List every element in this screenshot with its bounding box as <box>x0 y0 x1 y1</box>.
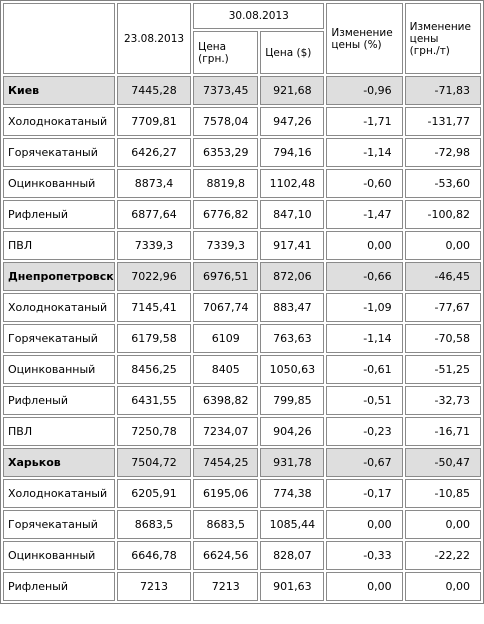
change-pct-cell: -0,60 <box>326 169 402 198</box>
price-prev-cell: 8456,25 <box>117 355 191 384</box>
header-price-uah <box>193 31 258 74</box>
header-change-uah-line1: Изменение <box>409 20 471 33</box>
product-row <box>3 324 481 353</box>
change-uah-cell: 0,00 <box>405 572 481 601</box>
price-usd-cell: 921,68 <box>260 76 324 105</box>
price-prev-cell: 7250,78 <box>117 417 191 446</box>
price-prev-cell: 7022,96 <box>117 262 191 291</box>
price-usd-cell: 917,41 <box>260 231 324 260</box>
price-uah-cell: 7339,3 <box>193 231 258 260</box>
header-change-pct <box>326 3 402 74</box>
price-prev-cell: 7213 <box>117 572 191 601</box>
price-usd-cell: 828,07 <box>260 541 324 570</box>
price-uah-cell: 7373,45 <box>193 76 258 105</box>
header-change-pct-line1: Изменение <box>331 26 393 39</box>
change-pct-cell: -0,66 <box>326 262 402 291</box>
product-row <box>3 231 481 260</box>
change-pct-cell: -0,17 <box>326 479 402 508</box>
row-name-cell: Днепропетровск <box>3 262 115 291</box>
price-uah-cell: 7578,04 <box>193 107 258 136</box>
product-row <box>3 541 481 570</box>
price-prev-cell: 7145,41 <box>117 293 191 322</box>
row-name-cell: Оцинкованный <box>3 355 115 384</box>
change-uah-cell: -50,47 <box>405 448 481 477</box>
row-name-cell: Киев <box>3 76 115 105</box>
price-uah-cell: 8683,5 <box>193 510 258 539</box>
row-name-cell: Холоднокатаный <box>3 479 115 508</box>
price-usd-cell: 947,26 <box>260 107 324 136</box>
change-uah-cell: -46,45 <box>405 262 481 291</box>
price-usd-cell: 931,78 <box>260 448 324 477</box>
price-prev-cell: 8683,5 <box>117 510 191 539</box>
product-row <box>3 479 481 508</box>
region-row <box>3 448 481 477</box>
product-row <box>3 200 481 229</box>
price-uah-cell: 7213 <box>193 572 258 601</box>
change-uah-cell: -22,22 <box>405 541 481 570</box>
change-pct-cell: -1,09 <box>326 293 402 322</box>
row-name-cell: Холоднокатаный <box>3 293 115 322</box>
header-price-usd: Цена ($) <box>260 31 324 74</box>
change-pct-cell: -0,67 <box>326 448 402 477</box>
price-usd-cell: 1102,48 <box>260 169 324 198</box>
change-uah-cell: -72,98 <box>405 138 481 167</box>
change-uah-cell: -77,67 <box>405 293 481 322</box>
change-pct-cell: -1,47 <box>326 200 402 229</box>
row-name-cell: Рифленый <box>3 200 115 229</box>
change-uah-cell: -71,83 <box>405 76 481 105</box>
price-prev-cell: 6431,55 <box>117 386 191 415</box>
header-date-curr: 30.08.2013 <box>193 3 324 29</box>
change-pct-cell: -1,14 <box>326 138 402 167</box>
product-row <box>3 293 481 322</box>
header-price-uah-line1: Цена <box>198 40 227 53</box>
price-usd-cell: 904,26 <box>260 417 324 446</box>
row-name-cell: Горячекатаный <box>3 138 115 167</box>
product-row <box>3 572 481 601</box>
header-change-uah-line2: цены <box>409 32 439 45</box>
price-uah-cell: 7234,07 <box>193 417 258 446</box>
price-prev-cell: 7445,28 <box>117 76 191 105</box>
price-prev-cell: 6179,58 <box>117 324 191 353</box>
change-uah-cell: -51,25 <box>405 355 481 384</box>
header-price-uah-line2: (грн.) <box>198 52 229 65</box>
price-uah-cell: 6776,82 <box>193 200 258 229</box>
product-row <box>3 107 481 136</box>
price-prev-cell: 6646,78 <box>117 541 191 570</box>
price-uah-cell: 6624,56 <box>193 541 258 570</box>
price-prev-cell: 7339,3 <box>117 231 191 260</box>
change-pct-cell: 0,00 <box>326 231 402 260</box>
price-usd-cell: 799,85 <box>260 386 324 415</box>
change-uah-cell: -16,71 <box>405 417 481 446</box>
product-row <box>3 417 481 446</box>
price-uah-cell: 6976,51 <box>193 262 258 291</box>
price-uah-cell: 6398,82 <box>193 386 258 415</box>
row-name-cell: ПВЛ <box>3 231 115 260</box>
price-uah-cell: 6195,06 <box>193 479 258 508</box>
header-change-uah <box>405 3 481 74</box>
change-uah-cell: -10,85 <box>405 479 481 508</box>
header-change-pct-line2: цены (%) <box>331 38 382 51</box>
row-name-cell: Рифленый <box>3 386 115 415</box>
change-pct-cell: -0,51 <box>326 386 402 415</box>
price-usd-cell: 774,38 <box>260 479 324 508</box>
price-prev-cell: 7709,81 <box>117 107 191 136</box>
price-uah-cell: 7454,25 <box>193 448 258 477</box>
change-pct-cell: -0,96 <box>326 76 402 105</box>
row-name-cell: Оцинкованный <box>3 541 115 570</box>
row-name-cell: ПВЛ <box>3 417 115 446</box>
region-row <box>3 262 481 291</box>
price-uah-cell: 8819,8 <box>193 169 258 198</box>
header-corner-cell <box>3 3 115 74</box>
row-name-cell: Горячекатаный <box>3 324 115 353</box>
header-date-prev: 23.08.2013 <box>117 3 191 74</box>
price-usd-cell: 872,06 <box>260 262 324 291</box>
region-row <box>3 76 481 105</box>
price-prev-cell: 6877,64 <box>117 200 191 229</box>
change-uah-cell: -53,60 <box>405 169 481 198</box>
change-pct-cell: -1,14 <box>326 324 402 353</box>
price-usd-cell: 901,63 <box>260 572 324 601</box>
table-header <box>3 3 481 74</box>
price-prev-cell: 8873,4 <box>117 169 191 198</box>
row-name-cell: Рифленый <box>3 572 115 601</box>
change-uah-cell: -32,73 <box>405 386 481 415</box>
price-prev-cell: 6205,91 <box>117 479 191 508</box>
price-uah-cell: 8405 <box>193 355 258 384</box>
change-pct-cell: -0,23 <box>326 417 402 446</box>
price-usd-cell: 883,47 <box>260 293 324 322</box>
change-pct-cell: 0,00 <box>326 572 402 601</box>
change-uah-cell: -131,77 <box>405 107 481 136</box>
price-prev-cell: 7504,72 <box>117 448 191 477</box>
change-uah-cell: 0,00 <box>405 231 481 260</box>
table-body <box>3 76 481 601</box>
row-name-cell: Холоднокатаный <box>3 107 115 136</box>
change-uah-cell: -100,82 <box>405 200 481 229</box>
product-row <box>3 510 481 539</box>
change-pct-cell: -0,33 <box>326 541 402 570</box>
price-usd-cell: 847,10 <box>260 200 324 229</box>
price-usd-cell: 794,16 <box>260 138 324 167</box>
change-uah-cell: 0,00 <box>405 510 481 539</box>
product-row <box>3 138 481 167</box>
change-uah-cell: -70,58 <box>405 324 481 353</box>
change-pct-cell: -1,71 <box>326 107 402 136</box>
price-usd-cell: 763,63 <box>260 324 324 353</box>
price-uah-cell: 6109 <box>193 324 258 353</box>
product-row <box>3 355 481 384</box>
product-row <box>3 169 481 198</box>
price-usd-cell: 1050,63 <box>260 355 324 384</box>
product-row <box>3 386 481 415</box>
row-name-cell: Горячекатаный <box>3 510 115 539</box>
price-uah-cell: 6353,29 <box>193 138 258 167</box>
row-name-cell: Харьков <box>3 448 115 477</box>
change-pct-cell: 0,00 <box>326 510 402 539</box>
price-uah-cell: 7067,74 <box>193 293 258 322</box>
change-pct-cell: -0,61 <box>326 355 402 384</box>
header-change-uah-line3: (грн./т) <box>409 44 450 57</box>
price-usd-cell: 1085,44 <box>260 510 324 539</box>
price-prev-cell: 6426,27 <box>117 138 191 167</box>
row-name-cell: Оцинкованный <box>3 169 115 198</box>
